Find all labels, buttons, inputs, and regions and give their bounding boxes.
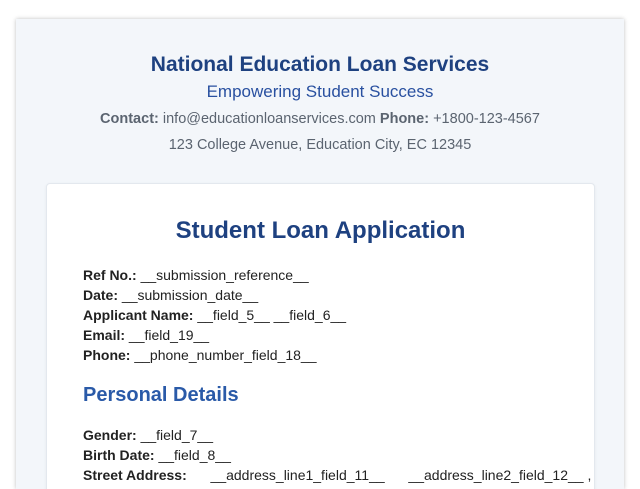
personal-label: Birth Date: bbox=[83, 447, 155, 463]
application-card bbox=[46, 183, 595, 489]
letterhead-page bbox=[16, 19, 624, 489]
personal-value: __field_8__ bbox=[158, 447, 231, 463]
meta-label: Phone: bbox=[83, 347, 131, 363]
form-title: Student Loan Application bbox=[175, 217, 466, 244]
meta-label: Applicant Name: bbox=[83, 307, 194, 323]
personal-value-2: __address_line2_field_12__ bbox=[408, 467, 584, 483]
meta-value: __submission_reference__ bbox=[140, 267, 309, 283]
organization-address: 123 College Avenue, Education City, EC 12345 bbox=[168, 137, 472, 153]
personal-label: Street Address: bbox=[83, 467, 187, 483]
personal-label: Gender: bbox=[83, 427, 137, 443]
personal-row-gender bbox=[83, 425, 591, 445]
meta-value: __field_19__ bbox=[128, 327, 210, 343]
personal-row-street bbox=[83, 465, 591, 485]
phone-label: Phone: bbox=[379, 111, 430, 127]
personal-row-birth-date bbox=[83, 445, 591, 465]
organization-tagline: Empowering Student Success bbox=[206, 82, 434, 101]
organization-name: National Education Loan Services bbox=[150, 53, 490, 76]
personal-value: __address_line1_field_11__ bbox=[210, 467, 385, 483]
contact-email: info@educationloanservices.com bbox=[162, 111, 376, 127]
contact-label: Contact: bbox=[100, 111, 159, 127]
meta-label: Ref No.: bbox=[83, 267, 137, 283]
contact-line bbox=[16, 110, 624, 128]
section-title-personal: Personal Details bbox=[83, 384, 239, 406]
contact-phone: +1800-123-4567 bbox=[433, 111, 540, 127]
meta-value: __field_5__ __field_6__ bbox=[197, 307, 347, 323]
personal-value: __field_7__ bbox=[140, 427, 213, 443]
personal-suffix: , bbox=[587, 467, 592, 483]
meta-value: __submission_date__ bbox=[121, 287, 259, 303]
meta-value: __phone_number_field_18__ bbox=[134, 347, 317, 363]
meta-row-date bbox=[83, 285, 346, 305]
meta-row-phone bbox=[83, 345, 346, 365]
meta-label: Date: bbox=[83, 287, 119, 303]
meta-label: Email: bbox=[83, 327, 126, 343]
meta-row-name bbox=[83, 305, 346, 325]
meta-row-ref bbox=[83, 265, 346, 285]
applicant-meta bbox=[83, 265, 346, 365]
meta-row-email bbox=[83, 325, 346, 345]
personal-details bbox=[83, 425, 591, 485]
